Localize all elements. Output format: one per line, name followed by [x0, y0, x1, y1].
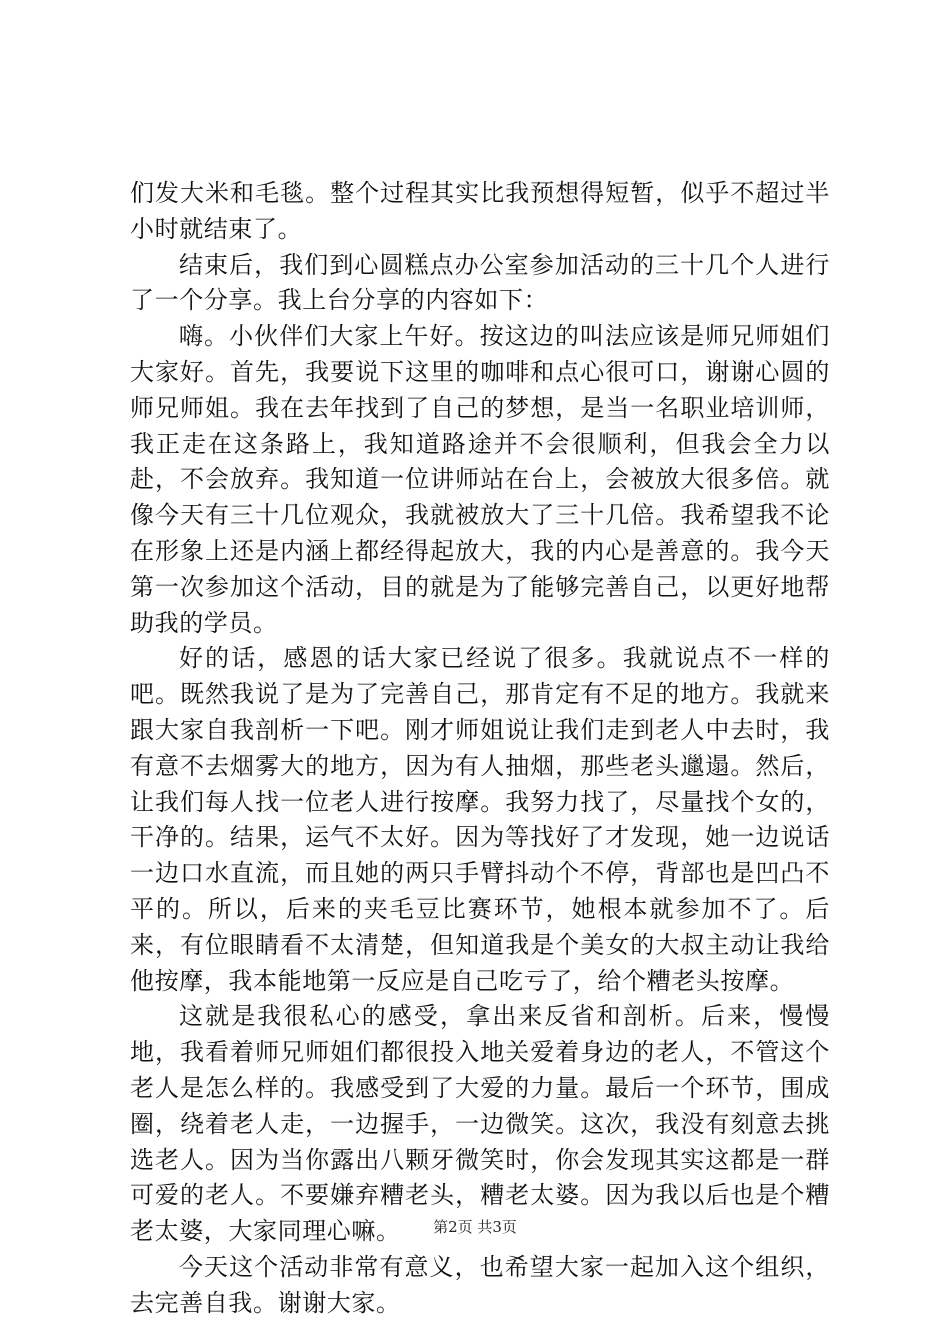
document-body — [130, 176, 830, 1322]
paragraph-3: 嗨。小伙伴们大家上午好。按这边的叫法应该是师兄师姐们大家好。首先，我要说下这里的咖啡和点心很可口，谢谢心圆的师兄师姐。我在去年找到了自己的梦想，是当一名职业培训师，我正走在这条路上，我知道路途并不会很顺利，但我会全力以赴，不会放弃。我知道一位讲师站在台上，会被放大很多倍。就像今天有三十几位观众，我就被放大了三十几倍。我希望我不论在形象上还是内涵上都经得起放大，我的内心是善意的。我今天第一次参加这个活动，目的就是为了能够完善自己，以更好地帮助我的学员。 — [130, 322, 830, 637]
paragraph-1: 们发大米和毛毯。整个过程其实比我预想得短暂，似乎不超过半小时就结束了。 — [130, 179, 830, 243]
paragraph-6: 今天这个活动非常有意义，也希望大家一起加入这个组织，去完善自我。谢谢大家。 — [130, 1252, 830, 1317]
paragraph-5: 这就是我很私心的感受，拿出来反省和剖析。后来，慢慢地，我看着师兄师姐们都很投入地关爱着身边的老人，不管这个老人是怎么样的。我感受到了大爱的力量。最后一个环节，围成圈，绕着老人走，一边握手，一边微笑。这次，我没有刻意去挑选老人。因为当你露出八颗牙微笑时，你会发现其实这都是一群可爱的老人。不要嫌弃糟老头，糟老太婆。因为我以后也是个糟老太婆，大家同理心嘛。 — [130, 1002, 830, 1246]
paragraph-4: 好的话，感恩的话大家已经说了很多。我就说点不一样的吧。既然我说了是为了完善自己，那肯定有不足的地方。我就来跟大家自我剖析一下吧。刚才师姐说让我们走到老人中去时，我有意不去烟雾大的地方，因为有人抽烟，那些老头邋遢。然后，让我们每人找一位老人进行按摩。我努力找了，尽量找个女的，干净的。结果，运气不太好。因为等找好了才发现，她一边说话一边口水直流，而且她的两只手臂抖动个不停，背部也是凹凸不平的。所以，后来的夹毛豆比赛环节，她根本就参加不了。后来，有位眼睛看不太清楚，但知道我是个美女的大叔主动让我给他按摩，我本能地第一反应是自己吃亏了，给个糟老头按摩。 — [130, 644, 830, 995]
page-number-footer: 第2页 共3页 — [433, 1218, 517, 1236]
paragraph-2: 结束后，我们到心圆糕点办公室参加活动的三十几个人进行了一个分享。我上台分享的内容如下： — [130, 250, 830, 315]
